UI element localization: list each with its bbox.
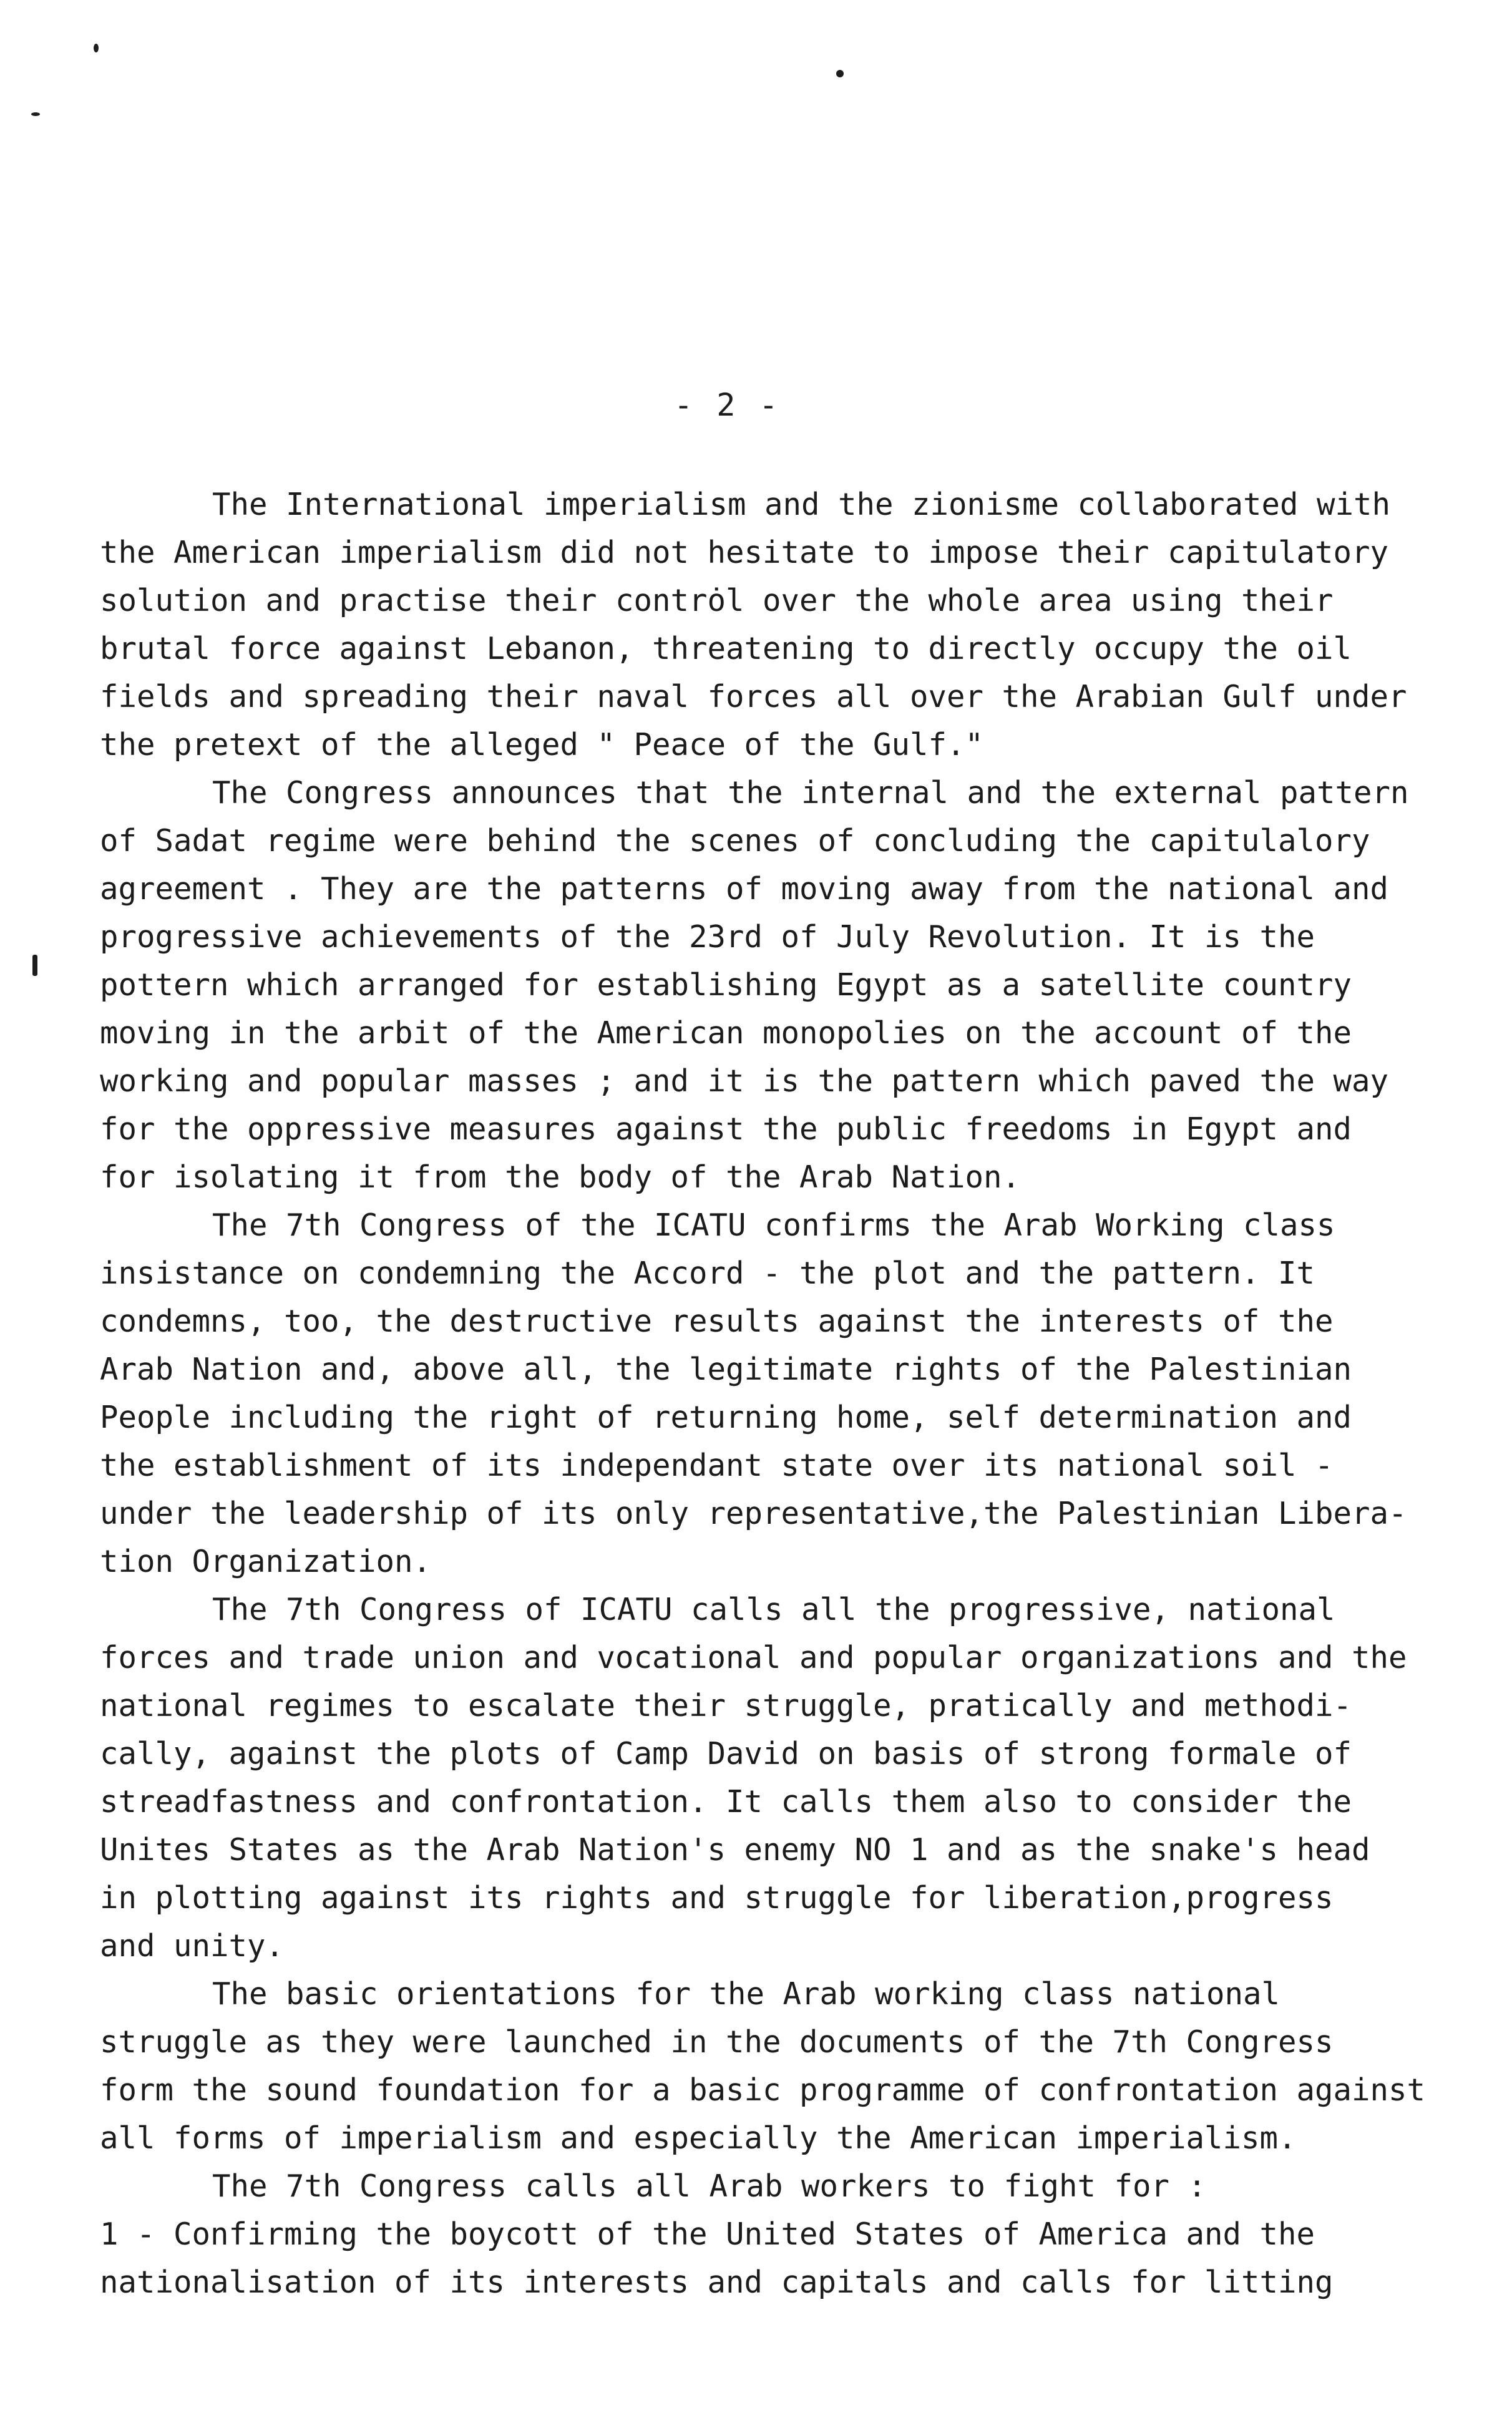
text-line: for the oppressive measures against the public freedoms in Egypt and (100, 1111, 1352, 1147)
text-line: solution and practise their contrȯl over the whole area using their (100, 583, 1334, 618)
text-line: The basic orientations for the Arab working class national (212, 1976, 1280, 2012)
text-line: of Sadat regime were behind the scenes of concluding the capitulalory (100, 823, 1370, 859)
text-line: agreement . They are the patterns of moving away from the national and (100, 871, 1389, 907)
text-line: the American imperialism did not hesitate to impose their capitulatory (100, 535, 1389, 570)
text-line: and unity. (100, 1928, 285, 1964)
text-line: in plotting against its rights and struggle for liberation,progress (100, 1880, 1334, 1916)
text-line: The 7th Congress of the ICATU confirms the Arab Working class (212, 1207, 1335, 1243)
text-line: insistance on condemning the Accord - the plot and the pattern. It (100, 1255, 1315, 1291)
scan-speck (32, 955, 37, 976)
text-line: for isolating it from the body of the Arab Nation. (100, 1159, 1021, 1195)
text-line: national regimes to escalate their struggle, pratically and methodi- (100, 1688, 1352, 1723)
text-line: The 7th Congress of ICATU calls all the progressive, national (212, 1592, 1335, 1627)
text-line: under the leadership of its only representative,the Palestinian Libera- (100, 1496, 1407, 1531)
text-line: working and popular masses ; and it is the pattern which paved the way (100, 1063, 1389, 1099)
text-line: streadfastness and confrontation. It calls them also to consider the (100, 1784, 1352, 1820)
text-line: The 7th Congress calls all Arab workers to fight for : (212, 2168, 1207, 2204)
text-line: condemns, too, the destructive results against the interests of the (100, 1304, 1334, 1339)
page-number: - 2 - (674, 387, 781, 423)
text-line: Arab Nation and, above all, the legitimate rights of the Palestinian (100, 1352, 1352, 1387)
text-line: fields and spreading their naval forces all over the Arabian Gulf under (100, 679, 1407, 714)
text-line: struggle as they were launched in the documents of the 7th Congress (100, 2024, 1334, 2060)
scan-speck (94, 44, 99, 52)
text-line: moving in the arbit of the American monopolies on the account of the (100, 1015, 1352, 1051)
text-line: The Congress announces that the internal and the external pattern (212, 775, 1409, 811)
text-line: People including the right of returning home, self determination and (100, 1400, 1352, 1435)
text-line: nationalisation of its interests and capitals and calls for litting (100, 2264, 1334, 2300)
text-line: cally, against the plots of Camp David on basis of strong formale of (100, 1736, 1352, 1772)
text-line: forces and trade union and vocational and popular organizations and the (100, 1640, 1407, 1675)
text-line: tion Organization. (100, 1544, 432, 1579)
text-line: form the sound foundation for a basic programme of confrontation against (100, 2072, 1426, 2108)
text-line: the establishment of its independant state over its national soil - (100, 1448, 1334, 1483)
text-line: pottern which arranged for establishing Egypt as a satellite country (100, 967, 1352, 1003)
text-line: Unites States as the Arab Nation's enemy NO 1 and as the snake's head (100, 1832, 1370, 1868)
text-line: 1 - Confirming the boycott of the United States of America and the (100, 2216, 1315, 2252)
scan-speck (31, 112, 40, 116)
text-line: all forms of imperialism and especially the American imperialism. (100, 2120, 1297, 2156)
text-line: brutal force against Lebanon, threatening to directly occupy the oil (100, 631, 1352, 666)
text-line: The International imperialism and the zionisme collaborated with (212, 487, 1391, 522)
body-text (100, 480, 1473, 2306)
text-line: progressive achievements of the 23rd of July Revolution. It is the (100, 919, 1315, 955)
scan-speck (836, 70, 844, 77)
text-line: the pretext of the alleged " Peace of the Gulf." (100, 727, 984, 763)
